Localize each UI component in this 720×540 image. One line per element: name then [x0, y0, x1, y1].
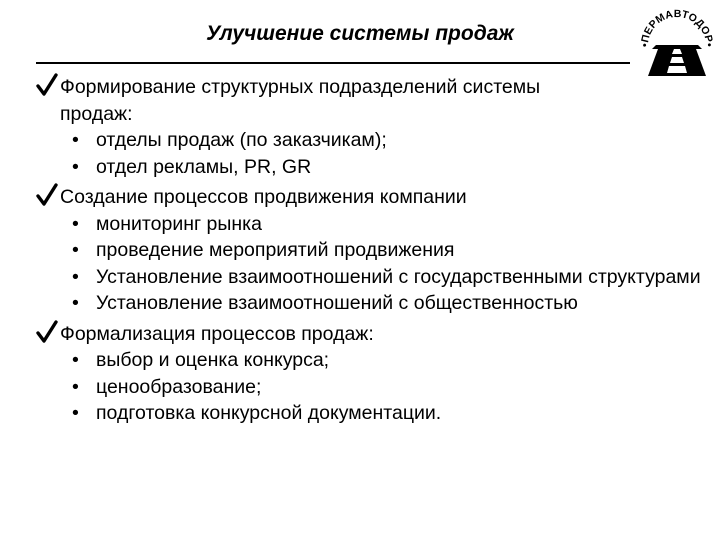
bullet-icon: •: [72, 402, 79, 424]
permavtodor-logo: [636, 2, 718, 84]
section-heading-text: Формирование структурных подразделений системы: [60, 76, 541, 98]
list-item-text: Установление взаимоотношений с государственными структурами: [96, 265, 701, 288]
list-item: [36, 237, 712, 264]
road-icon: [648, 45, 706, 76]
list-item-text: Установление взаимоотношений с общественностью: [96, 292, 578, 314]
section-heading-continuation: продаж:: [60, 102, 133, 125]
section-sales-formalization: [36, 321, 712, 427]
section-heading-text: Создание процессов продвижения компании: [60, 186, 467, 208]
list-item-text: подготовка конкурсной документации.: [96, 402, 442, 424]
section-heading: [36, 74, 712, 101]
bullet-list: [36, 127, 712, 180]
section-structural-units: [36, 74, 712, 180]
svg-text:•ПЕРМАВТОДОР•: [639, 8, 715, 47]
list-item: [36, 264, 712, 291]
list-item: [36, 400, 712, 427]
checkmark-icon: [36, 182, 58, 208]
list-item-text: отдел рекламы, PR, GR: [96, 155, 312, 178]
bullet-icon: •: [72, 155, 79, 178]
list-item: [36, 290, 712, 317]
section-heading-text: Формализация процессов продаж:: [60, 322, 374, 345]
list-item: [36, 127, 712, 154]
list-item-text: выбор и оценка конкурса;: [96, 349, 330, 371]
checkmark-icon: [36, 319, 58, 345]
list-item-text: мониторинг рынка: [96, 212, 262, 235]
section-heading: [36, 321, 712, 348]
page-title: Улучшение системы продаж: [206, 22, 514, 45]
bullet-icon: •: [72, 212, 79, 235]
logo-text: •ПЕРМАВТОДОР•: [638, 7, 716, 48]
list-item-text: проведение мероприятий продвижения: [96, 239, 455, 261]
bullet-icon: •: [72, 375, 79, 398]
list-item: [36, 211, 712, 238]
bullet-list: [36, 347, 712, 427]
list-item: [36, 374, 712, 401]
bullet-icon: •: [72, 292, 79, 314]
list-item-text: отделы продаж (по заказчикам);: [96, 129, 387, 151]
title-underline: [36, 62, 630, 64]
section-promotion-processes: [36, 184, 712, 317]
checkmark-icon: [36, 72, 58, 98]
list-item: [36, 347, 712, 374]
section-heading: [36, 184, 712, 211]
bullet-icon: •: [72, 239, 79, 261]
bullet-icon: •: [72, 129, 79, 151]
list-item: [36, 154, 712, 181]
content: [36, 74, 712, 431]
list-item-text: ценообразование;: [96, 375, 262, 398]
bullet-icon: •: [72, 265, 79, 288]
bullet-list: [36, 211, 712, 317]
bullet-icon: •: [72, 349, 79, 371]
